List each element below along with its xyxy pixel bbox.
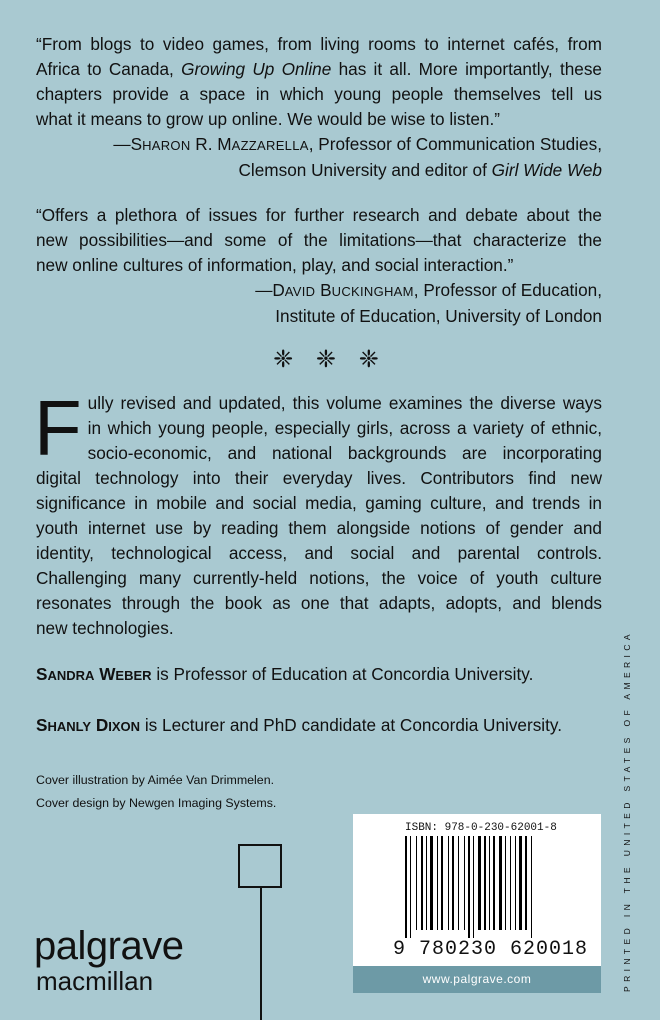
quote-line: chapters provide a space in which young people themselves tell us: [36, 84, 602, 104]
quote-line: new possibilities—and some of the limitations—that characterize the: [36, 230, 602, 250]
author-bio-2: [36, 715, 562, 736]
review-quote-2: [36, 203, 602, 329]
drop-cap: F: [34, 384, 82, 472]
barcode-bar: [452, 836, 454, 930]
author-name-initial: W: [94, 664, 116, 684]
barcode-bar: [458, 836, 459, 930]
barcode-bar: [525, 836, 527, 930]
barcode-bar: [478, 836, 481, 930]
name-initial: S: [130, 134, 143, 154]
barcode-bar: [510, 836, 511, 930]
barcode-bar: [531, 836, 532, 938]
name-rest: HARON: [142, 138, 191, 153]
description-line: Challenging many currently-held notions, the voice of youth culture: [36, 568, 602, 588]
description-line: identity, technological access, and social and parental controls.: [36, 543, 602, 563]
barcode-bar: [473, 836, 474, 938]
attribution-text: Clemson University and editor of: [238, 160, 492, 180]
author-name-rest: HANLY: [47, 719, 92, 734]
description-line: significance in mobile and social media, gaming culture, and trends in: [36, 493, 602, 513]
name-initial: D: [272, 280, 285, 300]
quote-line: “Offers a plethora of issues for further research and debate about the: [36, 205, 602, 225]
publisher-logo-square-icon: [238, 844, 282, 888]
book-title: Growing Up Online: [181, 59, 332, 79]
quote-attribution-line2: Institute of Education, University of London: [275, 306, 602, 326]
design-credit: Cover design by Newgen Imaging Systems.: [36, 796, 277, 810]
quote-line: new online cultures of information, play, and social interaction.”: [36, 255, 514, 275]
barcode-bar: [405, 836, 407, 938]
barcode-bar: [430, 836, 433, 930]
barcode-bar: [493, 836, 495, 930]
name-rest: AZZARELLA: [231, 138, 309, 153]
bio-text: is Lecturer and PhD candidate at Concordia University.: [140, 715, 562, 735]
publisher-logo-line: [260, 888, 262, 1020]
barcode-bar: [519, 836, 522, 930]
attribution-role: , Professor of Communication Studies,: [308, 134, 602, 154]
barcode-bar: [489, 836, 490, 930]
quote-text: Africa to Canada,: [36, 59, 182, 79]
name-initial: M: [217, 134, 232, 154]
review-quote-1: [36, 32, 602, 183]
barcode-bar: [515, 836, 516, 930]
quote-attribution: [36, 132, 602, 158]
description-line: resonates through the book as one that adapts, adopts, and blends: [36, 593, 602, 613]
publisher-logo-palgrave: palgrave: [34, 924, 184, 968]
bio-text: is Professor of Education at Concordia University.: [151, 664, 534, 684]
dash: —: [113, 134, 131, 154]
work-title: Girl Wide Web: [491, 160, 602, 180]
publisher-url: www.palgrave.com: [353, 966, 601, 993]
barcode-bar: [505, 836, 506, 930]
attribution-role: , Professor of Education,: [413, 280, 602, 300]
name-initial: B: [315, 280, 332, 300]
description-line: new technologies.: [36, 618, 174, 638]
barcode-digits: 9 780230 620018: [393, 938, 589, 961]
book-description: [34, 384, 602, 641]
quote-line: [36, 57, 602, 82]
author-name-initial: D: [91, 715, 109, 735]
quote-attribution-line2: [36, 158, 602, 183]
description-line: youth internet use by reading them alongside notions of gender and: [36, 518, 602, 538]
quote-attribution: [36, 278, 602, 304]
barcode-bar: [464, 836, 465, 930]
quote-line: what it means to grow up online. We would be wise to listen.”: [36, 109, 500, 129]
description-line: ully revised and updated, this volume examines the diverse ways: [87, 393, 602, 413]
barcode-bar: [441, 836, 443, 930]
barcode-bar: [437, 836, 438, 930]
quote-line: “From blogs to video games, from living rooms to internet cafés, from: [36, 34, 602, 54]
name-rest: UCKINGHAM: [331, 284, 414, 299]
barcode-bar: [484, 836, 486, 930]
publisher-logo-macmillan: macmillan: [36, 966, 154, 996]
barcode-bar: [410, 836, 411, 938]
author-name-rest: ANDRA: [47, 668, 95, 683]
quote-text: has it all. More importantly, these: [331, 59, 602, 79]
name-rest: AVID: [284, 284, 316, 299]
barcode-bar: [416, 836, 417, 930]
isbn-barcode: [353, 814, 601, 966]
barcode-bar: [421, 836, 423, 930]
barcode-bar: [426, 836, 427, 930]
barcode-bar: [448, 836, 449, 930]
author-name-rest: IXON: [108, 719, 141, 734]
author-name-initial: S: [36, 715, 48, 735]
author-bio-1: [36, 664, 533, 685]
ornament-divider: ❈ ❈ ❈: [273, 346, 387, 373]
author-name-initial: S: [36, 664, 48, 684]
description-line: socio-economic, and national backgrounds are incorporating: [87, 443, 602, 463]
author-name-rest: EBER: [115, 668, 152, 683]
dash: —: [255, 280, 273, 300]
barcode-bar: [499, 836, 502, 930]
barcode-bar: [468, 836, 470, 938]
name-middle: R.: [190, 134, 218, 154]
description-line: in which young people, especially girls, across a variety of ethnic,: [87, 418, 602, 438]
printed-in-text: PRINTED IN THE UNITED STATES OF AMERICA: [622, 630, 632, 992]
barcode-bars-icon: [403, 836, 553, 938]
description-line: digital technology into their everyday lives. Contributors find new: [36, 468, 602, 488]
illustration-credit: Cover illustration by Aimée Van Drimmelen.: [36, 773, 275, 787]
isbn-label: ISBN: 978-0-230-62001-8: [405, 822, 557, 834]
